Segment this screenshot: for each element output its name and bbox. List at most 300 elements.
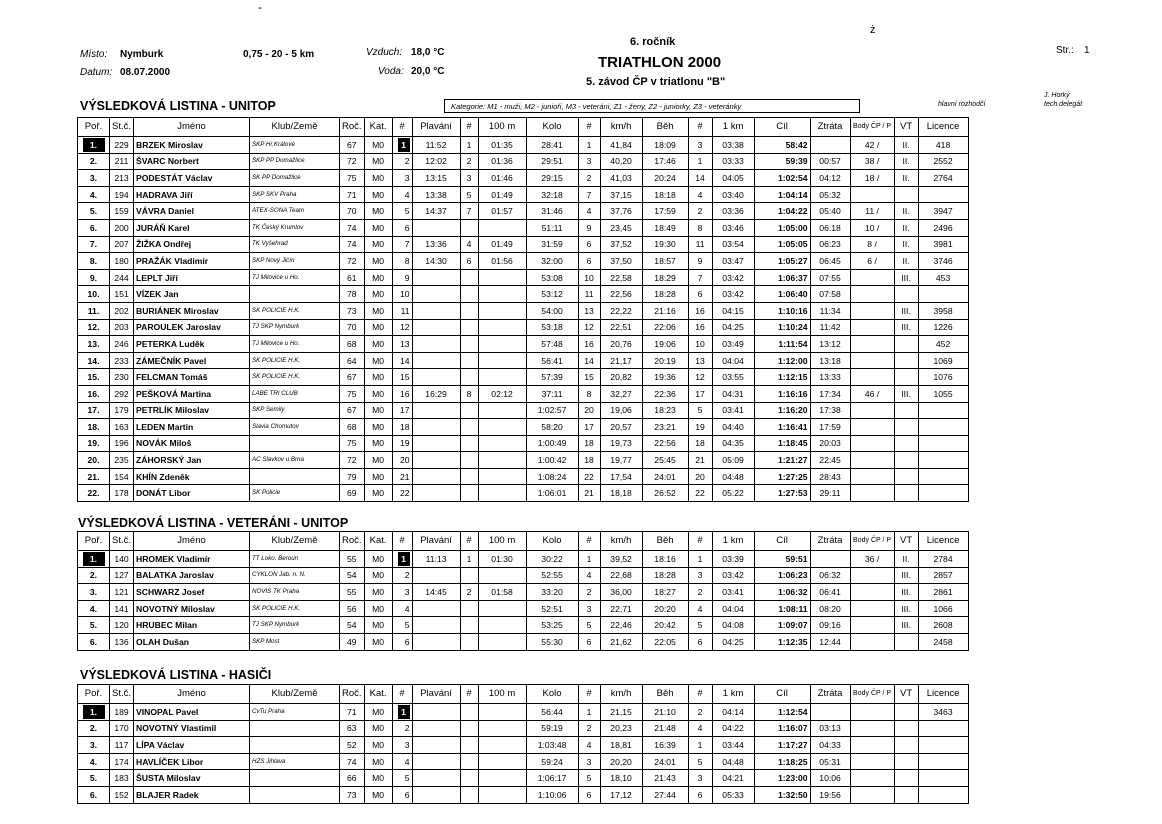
table-row <box>78 236 969 253</box>
cell-finish: 1:27:25 <box>754 468 810 485</box>
cell-run: 25:45 <box>642 452 688 469</box>
cell-run-rank: 22 <box>688 485 712 502</box>
cell-club: SK POLICIE H.K. <box>250 352 340 369</box>
cell-swim: 13:38 <box>412 186 460 203</box>
cell-license <box>918 753 968 770</box>
cell-loss: 17:38 <box>810 402 850 419</box>
cell-vt <box>894 369 918 386</box>
cell-bike-rank: 21 <box>578 485 600 502</box>
cell-rank: 6. <box>78 786 110 803</box>
cell-bike-rank: 2 <box>578 170 600 187</box>
cell-finish: 1:06:32 <box>754 584 810 601</box>
cell-swim: 14:45 <box>412 584 460 601</box>
cell-loss: 13:18 <box>810 352 850 369</box>
cell-bike: 54:00 <box>526 302 578 319</box>
cell-license: 2764 <box>918 170 968 187</box>
cell-cat-rank: 21 <box>392 468 412 485</box>
cell-swim-rank <box>460 269 478 286</box>
cell-run-1km: 03:39 <box>712 551 754 568</box>
cell-rank: 2. <box>78 720 110 737</box>
cell-rank: 13. <box>78 336 110 353</box>
cell-start-no: 117 <box>110 737 134 754</box>
cell-club: SK POLICIE H.K. <box>250 302 340 319</box>
cell-run-rank: 6 <box>688 633 712 650</box>
cell-swim <box>412 319 460 336</box>
cell-rank: 6. <box>78 219 110 236</box>
cell-run: 16:39 <box>642 737 688 754</box>
cell-bike-rank: 2 <box>578 584 600 601</box>
cell-run-1km: 03:41 <box>712 402 754 419</box>
column-header-points: Body ČP / P <box>850 118 894 137</box>
cell-swim <box>412 720 460 737</box>
cell-bike-rank: 3 <box>578 600 600 617</box>
table-row <box>78 319 969 336</box>
cell-vt: III. <box>894 567 918 584</box>
cell-swim-rank: 6 <box>460 253 478 270</box>
cell-loss: 12:44 <box>810 633 850 650</box>
cell-vt: II. <box>894 253 918 270</box>
cell-run-1km: 03:36 <box>712 203 754 220</box>
cell-club <box>250 786 340 803</box>
cell-category: M0 <box>364 302 392 319</box>
cell-rank <box>78 137 110 154</box>
cell-start-no: 183 <box>110 770 134 787</box>
cell-run-rank: 6 <box>688 286 712 303</box>
results-table-hasici <box>77 684 969 804</box>
cell-run-1km: 04:40 <box>712 419 754 436</box>
cell-name: VÍZEK Jan <box>134 286 250 303</box>
cell-bike-rank: 17 <box>578 419 600 436</box>
section-title: VÝSLEDKOVÁ LISTINA - VETERÁNI - UNITOP <box>78 516 349 530</box>
cell-year: 74 <box>340 753 365 770</box>
cell-year: 68 <box>340 419 365 436</box>
cell-bike-rank: 1 <box>578 551 600 568</box>
cell-bike-rank: 4 <box>578 203 600 220</box>
cell-run-rank: 10 <box>688 336 712 353</box>
table-row <box>78 369 969 386</box>
cell-name: LEPLT Jiří <box>134 269 250 286</box>
cell-bike: 29:15 <box>526 170 578 187</box>
cell-swim-100m <box>478 770 526 787</box>
column-header-vt: VT <box>894 118 918 137</box>
cell-year: 72 <box>340 452 365 469</box>
column-header-start-no: St.č. <box>110 685 134 704</box>
cell-finish: 1:05:27 <box>754 253 810 270</box>
cell-points: 42 / <box>850 137 894 154</box>
cell-vt: II. <box>894 551 918 568</box>
cell-run: 18:29 <box>642 269 688 286</box>
cell-finish: 1:18:25 <box>754 753 810 770</box>
cell-club: TT Loko. Beroun <box>250 551 340 568</box>
cell-bike-kmh: 18,81 <box>600 737 642 754</box>
cell-bike: 1:08:24 <box>526 468 578 485</box>
cell-vt <box>894 704 918 721</box>
column-header-rank: Poř. <box>78 532 110 551</box>
voda-value: 20,0 °C <box>411 66 445 77</box>
cell-finish: 1:11:54 <box>754 336 810 353</box>
cell-year: 73 <box>340 302 365 319</box>
cell-bike: 53:25 <box>526 617 578 634</box>
cell-swim-rank <box>460 452 478 469</box>
cell-category: M0 <box>364 617 392 634</box>
cell-year: 70 <box>340 203 365 220</box>
cell-year: 74 <box>340 219 365 236</box>
cell-vt <box>894 452 918 469</box>
cell-bike-kmh: 18,10 <box>600 770 642 787</box>
cell-swim-rank <box>460 770 478 787</box>
cell-run-1km: 03:33 <box>712 153 754 170</box>
table-row <box>78 753 969 770</box>
cell-run: 18:18 <box>642 186 688 203</box>
cell-start-no: 141 <box>110 600 134 617</box>
cell-swim: 14:30 <box>412 253 460 270</box>
cell-bike: 31:59 <box>526 236 578 253</box>
cell-vt <box>894 435 918 452</box>
cell-loss: 06:18 <box>810 219 850 236</box>
cell-bike: 55:30 <box>526 633 578 650</box>
cell-swim <box>412 402 460 419</box>
cell-swim-100m: 01:57 <box>478 203 526 220</box>
cell-name: BRZEK Miroslav <box>134 137 250 154</box>
cell-club: SK POLICIE H.K. <box>250 369 340 386</box>
cell-points <box>850 269 894 286</box>
cell-points <box>850 336 894 353</box>
cell-vt <box>894 737 918 754</box>
results-table-unitop <box>77 117 969 502</box>
cell-rank: 5. <box>78 203 110 220</box>
cell-points <box>850 617 894 634</box>
cell-license <box>918 770 968 787</box>
table-header-row <box>78 532 969 551</box>
cell-swim-100m <box>478 319 526 336</box>
cell-name: DONÁT Libor <box>134 485 250 502</box>
cell-bike-rank: 1 <box>578 137 600 154</box>
cell-run: 18:28 <box>642 286 688 303</box>
cell-bike-rank: 15 <box>578 369 600 386</box>
cell-run-rank: 7 <box>688 269 712 286</box>
cell-license: 3947 <box>918 203 968 220</box>
cell-run: 17:46 <box>642 153 688 170</box>
cell-category: M0 <box>364 753 392 770</box>
cell-points: 18 / <box>850 170 894 187</box>
cell-swim-rank <box>460 352 478 369</box>
cell-bike-kmh: 41,84 <box>600 137 642 154</box>
cell-cat-rank: 20 <box>392 452 412 469</box>
cell-bike: 59:19 <box>526 720 578 737</box>
cell-run: 24:01 <box>642 468 688 485</box>
column-header-finish: Cíl <box>754 685 810 704</box>
cell-rank: 22. <box>78 485 110 502</box>
cell-name: PEŠKOVÁ Martina <box>134 385 250 402</box>
first-place-badge: 1 <box>398 138 410 152</box>
cell-year: 69 <box>340 485 365 502</box>
cell-year: 67 <box>340 137 365 154</box>
distance: 0,75 - 20 - 5 km <box>243 49 315 60</box>
cell-bike-kmh: 18,18 <box>600 485 642 502</box>
cell-swim: 14:37 <box>412 203 460 220</box>
cell-finish: 1:16:20 <box>754 402 810 419</box>
column-header-club: Klub/Země <box>250 532 340 551</box>
cell-bike: 1:03:48 <box>526 737 578 754</box>
column-header-points: Body ČP / P <box>850 532 894 551</box>
cell-loss: 05:40 <box>810 203 850 220</box>
cell-club: HZS Jihlava <box>250 753 340 770</box>
cell-swim-rank <box>460 302 478 319</box>
column-header-category: Kat. <box>364 118 392 137</box>
cell-club: NOVIS TK Praha <box>250 584 340 601</box>
cell-run: 20:20 <box>642 600 688 617</box>
cell-run: 22:36 <box>642 385 688 402</box>
cell-year: 75 <box>340 385 365 402</box>
cell-bike-rank: 6 <box>578 253 600 270</box>
cell-license <box>918 737 968 754</box>
cell-club: LABE TRI CLUB <box>250 385 340 402</box>
cell-name: PAROULEK Jaroslav <box>134 319 250 336</box>
cell-finish: 1:09:07 <box>754 617 810 634</box>
cell-year: 56 <box>340 600 365 617</box>
cell-run: 19:06 <box>642 336 688 353</box>
table-row <box>78 253 969 270</box>
column-header-bike: Kolo <box>526 118 578 137</box>
table-header-row <box>78 685 969 704</box>
misto-label: Místo: <box>80 49 108 60</box>
cell-vt: III. <box>894 319 918 336</box>
cell-run: 20:24 <box>642 170 688 187</box>
cell-swim <box>412 485 460 502</box>
cell-cat-rank: 8 <box>392 253 412 270</box>
cell-swim <box>412 600 460 617</box>
cell-vt: III. <box>894 385 918 402</box>
cell-cat-rank: 5 <box>392 203 412 220</box>
cell-license <box>918 419 968 436</box>
cell-bike: 1:06:01 <box>526 485 578 502</box>
cell-run-rank: 1 <box>688 153 712 170</box>
cell-finish: 1:17:27 <box>754 737 810 754</box>
cell-swim-rank <box>460 419 478 436</box>
column-header-swim: Plavání <box>412 532 460 551</box>
cell-year: 74 <box>340 236 365 253</box>
cell-license <box>918 402 968 419</box>
cell-bike-kmh: 19,77 <box>600 452 642 469</box>
cell-swim: 16:29 <box>412 385 460 402</box>
cell-swim-100m: 01:36 <box>478 153 526 170</box>
datum-value: 08.07.2000 <box>120 67 171 78</box>
cell-start-no: 229 <box>110 137 134 154</box>
cell-loss <box>810 704 850 721</box>
cell-vt <box>894 485 918 502</box>
cell-vt: II. <box>894 219 918 236</box>
cell-rank: 7. <box>78 236 110 253</box>
cell-finish: 1:06:37 <box>754 269 810 286</box>
cell-run-1km: 03:54 <box>712 236 754 253</box>
cell-bike-rank: 12 <box>578 319 600 336</box>
cell-cat-rank: 7 <box>392 236 412 253</box>
cell-license: 3463 <box>918 704 968 721</box>
cell-loss <box>810 137 850 154</box>
cell-run-rank: 16 <box>688 302 712 319</box>
cell-club: SKP Nový Jičín <box>250 253 340 270</box>
cell-start-no: 179 <box>110 402 134 419</box>
cell-loss: 04:33 <box>810 737 850 754</box>
cell-loss: 17:59 <box>810 419 850 436</box>
cell-bike: 37:11 <box>526 385 578 402</box>
cell-category: M0 <box>364 385 392 402</box>
cell-bike-kmh: 22,22 <box>600 302 642 319</box>
cell-start-no: 207 <box>110 236 134 253</box>
cell-name: PRAŽÁK Vladimír <box>134 253 250 270</box>
column-header-swim-rank: # <box>460 532 478 551</box>
cell-run: 18:09 <box>642 137 688 154</box>
cell-start-no: 136 <box>110 633 134 650</box>
column-header-cat-rank: # <box>392 118 412 137</box>
cell-swim-100m <box>478 435 526 452</box>
cell-bike: 52:55 <box>526 567 578 584</box>
cell-swim-100m <box>478 219 526 236</box>
table-row <box>78 219 969 236</box>
table-row <box>78 770 969 787</box>
table-row <box>78 551 969 568</box>
cell-vt <box>894 352 918 369</box>
cell-year: 72 <box>340 253 365 270</box>
cell-points <box>850 286 894 303</box>
cell-loss: 11:34 <box>810 302 850 319</box>
cell-year: 75 <box>340 435 365 452</box>
cell-bike: 30:22 <box>526 551 578 568</box>
cell-run: 21:48 <box>642 720 688 737</box>
cell-bike-rank: 16 <box>578 336 600 353</box>
cell-loss: 05:31 <box>810 753 850 770</box>
cell-year: 64 <box>340 352 365 369</box>
cell-bike: 51:11 <box>526 219 578 236</box>
cell-run: 18:49 <box>642 219 688 236</box>
cell-bike: 56:41 <box>526 352 578 369</box>
cell-swim-rank: 5 <box>460 186 478 203</box>
cell-finish: 1:21:27 <box>754 452 810 469</box>
table-row <box>78 584 969 601</box>
cell-bike: 53:18 <box>526 319 578 336</box>
cell-start-no: 127 <box>110 567 134 584</box>
cell-points <box>850 786 894 803</box>
cell-cat-rank: 2 <box>392 153 412 170</box>
cell-bike-kmh: 22,68 <box>600 567 642 584</box>
cell-category: M0 <box>364 551 392 568</box>
cell-name: PODESTÁT Václav <box>134 170 250 187</box>
cell-points: 46 / <box>850 385 894 402</box>
cell-swim <box>412 468 460 485</box>
cell-start-no: 202 <box>110 302 134 319</box>
cell-finish: 1:12:00 <box>754 352 810 369</box>
cell-vt: III. <box>894 600 918 617</box>
cell-bike-rank: 22 <box>578 468 600 485</box>
cell-category: M0 <box>364 369 392 386</box>
column-header-run-1km: 1 km <box>712 685 754 704</box>
table-row <box>78 435 969 452</box>
datum-label: Datum: <box>80 67 113 78</box>
table-row <box>78 617 969 634</box>
cell-swim-100m <box>478 567 526 584</box>
cell-run: 19:36 <box>642 369 688 386</box>
cell-vt: II. <box>894 236 918 253</box>
cell-category: M0 <box>364 567 392 584</box>
cell-loss: 06:41 <box>810 584 850 601</box>
cell-swim-100m <box>478 336 526 353</box>
cell-bike: 58:20 <box>526 419 578 436</box>
cell-bike-kmh: 39,52 <box>600 551 642 568</box>
cell-run: 19:30 <box>642 236 688 253</box>
cell-run-1km: 03:41 <box>712 584 754 601</box>
cell-swim: 13:36 <box>412 236 460 253</box>
cell-swim-rank <box>460 786 478 803</box>
column-header-name: Jméno <box>134 685 250 704</box>
cell-club <box>250 737 340 754</box>
cell-swim <box>412 369 460 386</box>
cell-run-1km: 04:21 <box>712 770 754 787</box>
column-header-bike-kmh: km/h <box>600 532 642 551</box>
cell-swim <box>412 435 460 452</box>
cell-bike-kmh: 20,76 <box>600 336 642 353</box>
cell-category: M0 <box>364 704 392 721</box>
cell-finish: 1:12:35 <box>754 633 810 650</box>
cell-run-1km: 03:44 <box>712 737 754 754</box>
cell-cat-rank: 19 <box>392 435 412 452</box>
cell-swim-100m <box>478 704 526 721</box>
cell-swim <box>412 786 460 803</box>
column-header-year: Roč. <box>340 118 365 137</box>
cell-club: SK POLICIE H.K. <box>250 600 340 617</box>
cell-rank: 16. <box>78 385 110 402</box>
cell-run-1km: 04:14 <box>712 704 754 721</box>
cell-loss: 20:03 <box>810 435 850 452</box>
cell-swim-rank <box>460 435 478 452</box>
cell-loss: 09:16 <box>810 617 850 634</box>
cell-run-rank: 4 <box>688 600 712 617</box>
cell-name: PETRLÍK Miloslav <box>134 402 250 419</box>
cell-category: M0 <box>364 600 392 617</box>
cell-start-no: 159 <box>110 203 134 220</box>
cell-vt: III. <box>894 269 918 286</box>
cell-run-rank: 11 <box>688 236 712 253</box>
page-title: TRIATHLON 2000 <box>598 54 722 71</box>
cell-swim-100m: 01:49 <box>478 236 526 253</box>
cell-points: 6 / <box>850 253 894 270</box>
cell-club: CYKLON Jab. n. N. <box>250 567 340 584</box>
cell-rank: 2. <box>78 567 110 584</box>
cell-bike-kmh: 32,27 <box>600 385 642 402</box>
column-header-name: Jméno <box>134 532 250 551</box>
cell-finish: 1:06:23 <box>754 567 810 584</box>
column-header-cat-rank: # <box>392 532 412 551</box>
column-header-bike-kmh: km/h <box>600 685 642 704</box>
cell-swim-100m: 01:35 <box>478 137 526 154</box>
cell-license: 452 <box>918 336 968 353</box>
cell-category: M0 <box>364 633 392 650</box>
tech-delegate-label: tech.delegát <box>1044 101 1083 108</box>
cell-run-rank: 1 <box>688 551 712 568</box>
first-place-badge: 1. <box>83 705 105 719</box>
cell-finish: 59:39 <box>754 153 810 170</box>
cell-finish: 1:10:16 <box>754 302 810 319</box>
table-row <box>78 720 969 737</box>
column-header-run-rank: # <box>688 685 712 704</box>
cell-run-1km: 05:09 <box>712 452 754 469</box>
table-row <box>78 385 969 402</box>
cell-start-no: 196 <box>110 435 134 452</box>
cell-rank: 5. <box>78 617 110 634</box>
column-header-club: Klub/Země <box>250 118 340 137</box>
cell-bike-rank: 9 <box>578 219 600 236</box>
cell-points <box>850 402 894 419</box>
cell-bike-kmh: 36,00 <box>600 584 642 601</box>
